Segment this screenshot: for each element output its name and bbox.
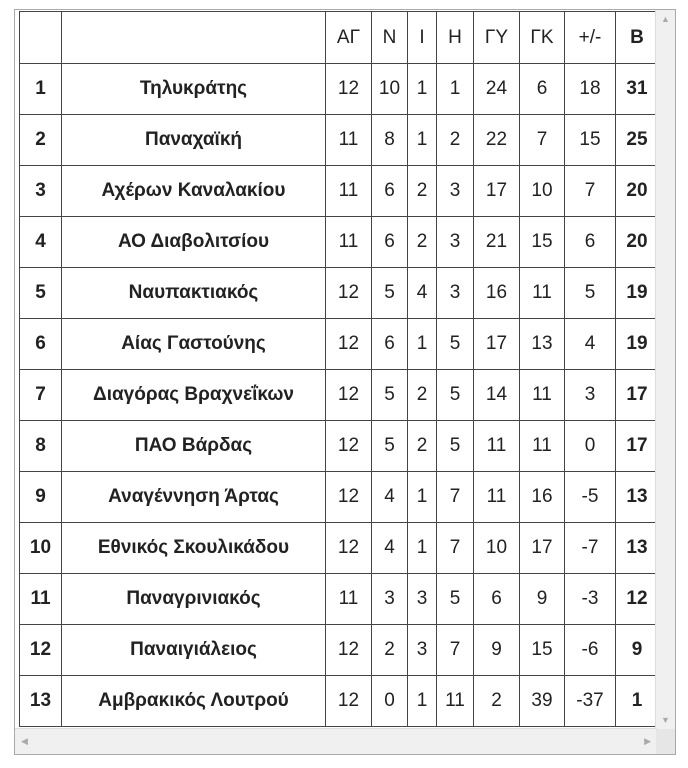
cell-played: 12 (326, 64, 372, 115)
cell-losses: 2 (437, 115, 474, 166)
header-team (62, 12, 326, 64)
cell-draws: 2 (408, 421, 437, 472)
header-goal-diff: +/- (565, 12, 616, 64)
cell-team: Τηλυκράτης (62, 64, 326, 115)
cell-played: 11 (326, 115, 372, 166)
cell-points: 19 (616, 319, 659, 370)
cell-draws: 1 (408, 64, 437, 115)
cell-team: Διαγόρας Βραχνεΐκων (62, 370, 326, 421)
header-rank (20, 12, 62, 64)
cell-goals-against: 11 (520, 268, 565, 319)
cell-points: 31 (616, 64, 659, 115)
cell-points: 17 (616, 421, 659, 472)
cell-wins: 8 (372, 115, 408, 166)
table-row (20, 421, 659, 472)
cell-goal-diff: 18 (565, 64, 616, 115)
header-played: ΑΓ (326, 12, 372, 64)
cell-points: 9 (616, 625, 659, 676)
vertical-scrollbar[interactable] (655, 10, 675, 729)
cell-goals-for: 17 (474, 166, 520, 217)
cell-team: Παναιγιάλειος (62, 625, 326, 676)
cell-goal-diff: 3 (565, 370, 616, 421)
cell-rank: 7 (20, 370, 62, 421)
cell-played: 12 (326, 421, 372, 472)
cell-goals-against: 10 (520, 166, 565, 217)
cell-draws: 1 (408, 472, 437, 523)
cell-goals-for: 22 (474, 115, 520, 166)
table-row (20, 370, 659, 421)
header-goals-for: ΓΥ (474, 12, 520, 64)
header-row (20, 12, 659, 64)
scroll-right-icon[interactable]: ▶ (644, 736, 651, 746)
cell-rank: 6 (20, 319, 62, 370)
cell-played: 11 (326, 217, 372, 268)
cell-losses: 1 (437, 64, 474, 115)
cell-points: 12 (616, 574, 659, 625)
table-row (20, 523, 659, 574)
cell-goals-against: 11 (520, 370, 565, 421)
cell-losses: 3 (437, 268, 474, 319)
cell-points: 13 (616, 523, 659, 574)
cell-rank: 4 (20, 217, 62, 268)
cell-goals-against: 11 (520, 421, 565, 472)
cell-goals-for: 24 (474, 64, 520, 115)
scroll-left-icon[interactable]: ◀ (21, 736, 28, 746)
table-row (20, 574, 659, 625)
cell-losses: 7 (437, 523, 474, 574)
cell-goals-for: 11 (474, 421, 520, 472)
cell-team: ΑΟ Διαβολιτσίου (62, 217, 326, 268)
horizontal-scrollbar[interactable] (15, 728, 657, 754)
header-points: Β (616, 12, 659, 64)
cell-rank: 11 (20, 574, 62, 625)
cell-points: 20 (616, 166, 659, 217)
cell-losses: 11 (437, 676, 474, 727)
cell-draws: 2 (408, 370, 437, 421)
cell-losses: 7 (437, 625, 474, 676)
cell-team: Παναχαϊκή (62, 115, 326, 166)
table-row (20, 319, 659, 370)
standings-scroll-container (14, 9, 676, 755)
cell-goals-against: 15 (520, 217, 565, 268)
cell-played: 11 (326, 574, 372, 625)
cell-goal-diff: -6 (565, 625, 616, 676)
cell-draws: 2 (408, 217, 437, 268)
cell-goals-for: 9 (474, 625, 520, 676)
header-losses: Η (437, 12, 474, 64)
cell-played: 12 (326, 472, 372, 523)
cell-goal-diff: 4 (565, 319, 616, 370)
standings-table (19, 11, 659, 727)
cell-goals-for: 14 (474, 370, 520, 421)
cell-played: 12 (326, 676, 372, 727)
cell-losses: 5 (437, 421, 474, 472)
cell-team: Εθνικός Σκουλικάδου (62, 523, 326, 574)
cell-goals-for: 11 (474, 472, 520, 523)
cell-draws: 3 (408, 625, 437, 676)
table-row (20, 268, 659, 319)
cell-points: 13 (616, 472, 659, 523)
scrollbar-corner (656, 729, 675, 754)
cell-played: 11 (326, 166, 372, 217)
cell-goals-for: 17 (474, 319, 520, 370)
cell-wins: 4 (372, 523, 408, 574)
cell-wins: 6 (372, 217, 408, 268)
cell-goal-diff: -5 (565, 472, 616, 523)
cell-draws: 2 (408, 166, 437, 217)
header-wins: Ν (372, 12, 408, 64)
cell-goal-diff: -37 (565, 676, 616, 727)
table-row (20, 166, 659, 217)
cell-points: 20 (616, 217, 659, 268)
cell-rank: 5 (20, 268, 62, 319)
cell-losses: 7 (437, 472, 474, 523)
cell-wins: 3 (372, 574, 408, 625)
table-row (20, 676, 659, 727)
table-row (20, 472, 659, 523)
cell-goals-for: 21 (474, 217, 520, 268)
cell-team: Αμβρακικός Λουτρού (62, 676, 326, 727)
cell-points: 17 (616, 370, 659, 421)
table-row (20, 115, 659, 166)
cell-goal-diff: 7 (565, 166, 616, 217)
cell-draws: 1 (408, 319, 437, 370)
cell-team: Αχέρων Καναλακίου (62, 166, 326, 217)
cell-team: Αίας Γαστούνης (62, 319, 326, 370)
cell-goals-for: 16 (474, 268, 520, 319)
cell-draws: 4 (408, 268, 437, 319)
scroll-down-icon[interactable]: ▼ (661, 715, 670, 725)
cell-goals-against: 17 (520, 523, 565, 574)
cell-goal-diff: -7 (565, 523, 616, 574)
cell-losses: 5 (437, 370, 474, 421)
cell-played: 12 (326, 625, 372, 676)
cell-losses: 3 (437, 166, 474, 217)
cell-rank: 12 (20, 625, 62, 676)
cell-team: Παναγρινιακός (62, 574, 326, 625)
cell-goals-against: 6 (520, 64, 565, 115)
cell-goals-for: 10 (474, 523, 520, 574)
cell-played: 12 (326, 268, 372, 319)
cell-goals-against: 13 (520, 319, 565, 370)
cell-rank: 2 (20, 115, 62, 166)
cell-rank: 10 (20, 523, 62, 574)
cell-points: 25 (616, 115, 659, 166)
cell-goal-diff: -3 (565, 574, 616, 625)
header-goals-against: ΓΚ (520, 12, 565, 64)
cell-goal-diff: 5 (565, 268, 616, 319)
cell-points: 1 (616, 676, 659, 727)
cell-wins: 10 (372, 64, 408, 115)
cell-goals-for: 6 (474, 574, 520, 625)
cell-rank: 9 (20, 472, 62, 523)
cell-wins: 5 (372, 370, 408, 421)
cell-played: 12 (326, 319, 372, 370)
table-row (20, 64, 659, 115)
cell-losses: 3 (437, 217, 474, 268)
cell-goal-diff: 6 (565, 217, 616, 268)
cell-team: Ναυπακτιακός (62, 268, 326, 319)
scroll-up-icon[interactable]: ▲ (661, 14, 670, 24)
cell-draws: 3 (408, 574, 437, 625)
cell-rank: 8 (20, 421, 62, 472)
cell-draws: 1 (408, 676, 437, 727)
cell-draws: 1 (408, 115, 437, 166)
cell-goal-diff: 0 (565, 421, 616, 472)
cell-goals-against: 16 (520, 472, 565, 523)
table-row (20, 625, 659, 676)
cell-goals-against: 7 (520, 115, 565, 166)
cell-wins: 6 (372, 319, 408, 370)
cell-wins: 5 (372, 268, 408, 319)
cell-rank: 3 (20, 166, 62, 217)
cell-rank: 1 (20, 64, 62, 115)
cell-played: 12 (326, 523, 372, 574)
cell-losses: 5 (437, 319, 474, 370)
header-draws: Ι (408, 12, 437, 64)
cell-team: ΠΑΟ Βάρδας (62, 421, 326, 472)
cell-wins: 2 (372, 625, 408, 676)
cell-goals-against: 9 (520, 574, 565, 625)
cell-wins: 0 (372, 676, 408, 727)
cell-points: 19 (616, 268, 659, 319)
cell-goals-against: 15 (520, 625, 565, 676)
cell-wins: 6 (372, 166, 408, 217)
cell-goals-against: 39 (520, 676, 565, 727)
cell-wins: 4 (372, 472, 408, 523)
cell-draws: 1 (408, 523, 437, 574)
table-row (20, 217, 659, 268)
cell-wins: 5 (372, 421, 408, 472)
cell-losses: 5 (437, 574, 474, 625)
cell-goals-for: 2 (474, 676, 520, 727)
cell-team: Αναγέννηση Άρτας (62, 472, 326, 523)
cell-goal-diff: 15 (565, 115, 616, 166)
cell-played: 12 (326, 370, 372, 421)
cell-rank: 13 (20, 676, 62, 727)
